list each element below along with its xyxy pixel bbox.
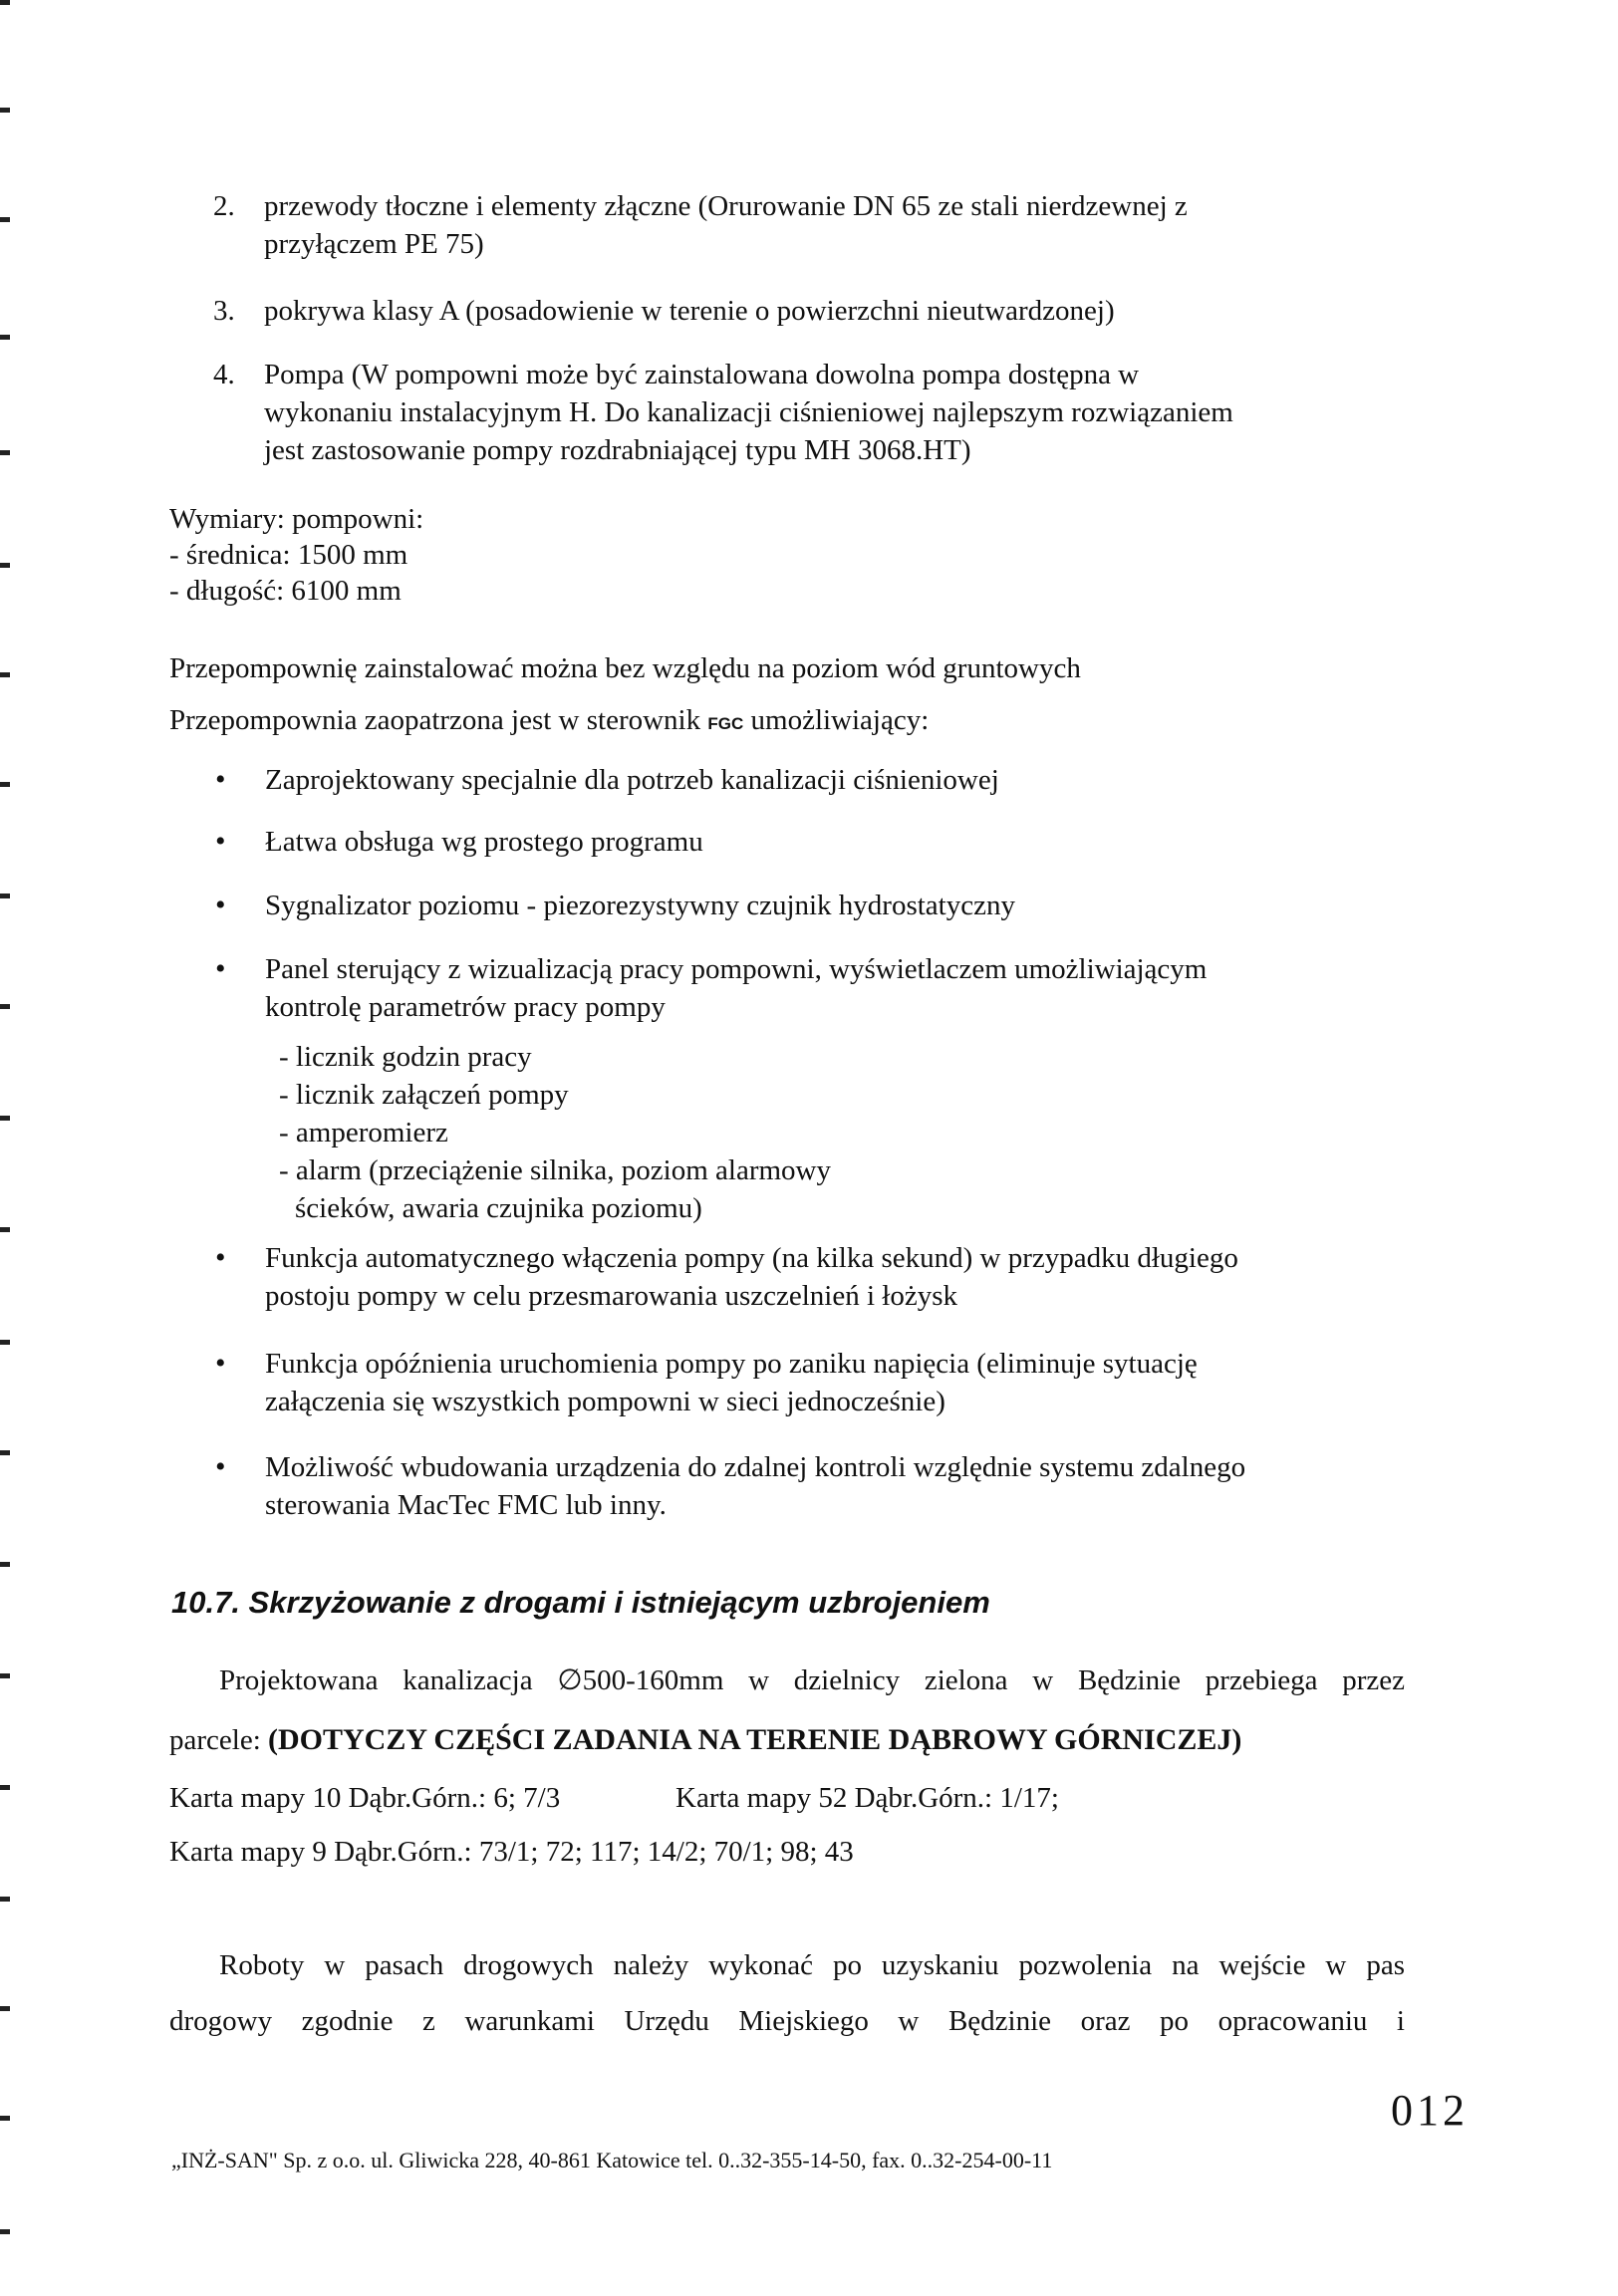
paragraph-text: parcele: — [169, 1724, 261, 1756]
margin-mark — [0, 0, 10, 5]
margin-mark — [0, 782, 10, 787]
list-item-text: przyłączem PE 75) — [264, 228, 484, 260]
margin-mark — [0, 1562, 10, 1567]
intro-text: umożliwiający: — [750, 704, 930, 736]
parcel-line: Karta mapy 9 Dąbr.Górn.: 73/1; 72; 117; 14/2; 70/1; 98; 43 — [169, 1836, 854, 1868]
list-item: Zaprojektowany specjalnie dla potrzeb kanalizacji ciśnieniowej — [265, 764, 999, 796]
dimension-length: - długość: 6100 mm — [169, 575, 402, 607]
margin-mark — [0, 672, 10, 677]
list-item-text: Pompa (W pompowni może być zainstalowana dowolna pompa dostępna w — [264, 359, 1140, 390]
margin-mark — [0, 1004, 10, 1009]
margin-mark — [0, 217, 10, 222]
sub-list-item: - alarm (przeciążenie silnika, poziom alarmowy — [279, 1154, 831, 1186]
list-item-text: jest zastosowanie pompy rozdrabniającej typu MH 3068.HT) — [264, 434, 971, 466]
margin-mark — [0, 563, 10, 568]
margin-mark — [0, 1340, 10, 1345]
footer-text: „INŻ-SAN" Sp. z o.o. ul. Gliwicka 228, 40-861 Katowice tel. 0..32-355-14-50, fax. 0..32-254-00-11 — [171, 2148, 1053, 2172]
parcel-line: Karta mapy 52 Dąbr.Górn.: 1/17; — [675, 1782, 1059, 1814]
list-number: 2. — [213, 190, 235, 222]
page-number: 012 — [1391, 2086, 1469, 2135]
list-item-text: pokrywa klasy A (posadowienie w terenie o powierzchni nieutwardzonej) — [264, 295, 1115, 327]
list-number: 3. — [213, 295, 235, 327]
bullet-icon: • — [215, 889, 226, 921]
margin-mark — [0, 335, 10, 340]
margin-mark — [0, 2229, 10, 2234]
margin-mark — [0, 1785, 10, 1790]
dimension-diameter: - średnica: 1500 mm — [169, 539, 408, 571]
bullet-icon: • — [215, 763, 226, 796]
margin-mark — [0, 2006, 10, 2011]
list-item: załączenia się wszystkich pompowni w sieci jednocześnie) — [265, 1386, 945, 1417]
intro-line: Przepompownię zainstalować można bez względu na poziom wód gruntowych — [169, 652, 1081, 684]
bullet-icon: • — [215, 952, 226, 985]
list-item: Łatwa obsługa wg prostego programu — [265, 826, 703, 858]
sub-list-item: ścieków, awaria czujnika poziomu) — [295, 1192, 702, 1224]
list-item: postoju pompy w celu przesmarowania uszczelnień i łożysk — [265, 1280, 957, 1312]
controller-name: FGC — [707, 714, 744, 733]
margin-mark — [0, 108, 10, 113]
parcel-line: Karta mapy 10 Dąbr.Górn.: 6; 7/3 — [169, 1782, 561, 1814]
margin-mark — [0, 1450, 10, 1455]
sub-list-item: - amperomierz — [279, 1117, 448, 1148]
list-item: Sygnalizator poziomu - piezorezystywny czujnik hydrostatyczny — [265, 890, 1015, 921]
margin-mark — [0, 450, 10, 455]
list-number: 4. — [213, 359, 235, 390]
list-item: sterowania MacTec FMC lub inny. — [265, 1489, 667, 1521]
list-item: Funkcja opóźnienia uruchomienia pompy po zaniku napięcia (eliminuje sytuację — [265, 1348, 1198, 1380]
paragraph-line: drogowy zgodnie z warunkami Urzędu Miejskiego w Będzinie oraz po opracowaniu i — [169, 2005, 1405, 2037]
intro-controller-line — [169, 701, 929, 743]
list-item: kontrolę parametrów pracy pompy — [265, 991, 666, 1023]
list-item: Panel sterujący z wizualizacją pracy pompowni, wyświetlaczem umożliwiającym — [265, 953, 1208, 985]
margin-mark — [0, 893, 10, 898]
section-heading: 10.7. Skrzyżowanie z drogami i istniejącym uzbrojeniem — [171, 1585, 990, 1620]
list-item-text: przewody tłoczne i elementy złączne (Orurowanie DN 65 ze stali nierdzewnej z — [264, 190, 1188, 222]
margin-mark — [0, 2116, 10, 2121]
bullet-icon: • — [215, 825, 226, 858]
bullet-icon: • — [215, 1347, 226, 1380]
margin-mark — [0, 1673, 10, 1678]
margin-mark — [0, 1227, 10, 1232]
margin-mark — [0, 1897, 10, 1902]
emphasis-text: (DOTYCZY CZĘŚCI ZADANIA NA TERENIE DĄBROWY GÓRNICZEJ) — [268, 1723, 1242, 1756]
sub-list-item: - licznik załączeń pompy — [279, 1079, 569, 1111]
intro-text: Przepompownia zaopatrzona jest w sterownik — [169, 704, 701, 736]
list-item: Funkcja automatycznego włączenia pompy (na kilka sekund) w przypadku długiego — [265, 1242, 1238, 1274]
paragraph-line — [169, 1721, 1241, 1759]
list-item: Możliwość wbudowania urządzenia do zdalnej kontroli względnie systemu zdalnego — [265, 1451, 1246, 1483]
paragraph-line: Projektowana kanalizacja ∅500-160mm w dzielnicy zielona w Będzinie przebiega przez — [219, 1664, 1405, 1696]
sub-list-item: - licznik godzin pracy — [279, 1041, 532, 1073]
bullet-icon: • — [215, 1450, 226, 1483]
bullet-icon: • — [215, 1241, 226, 1274]
paragraph-line: Roboty w pasach drogowych należy wykonać po uzyskaniu pozwolenia na wejście w pas — [219, 1949, 1405, 1981]
margin-mark — [0, 1116, 10, 1121]
list-item-text: wykonaniu instalacyjnym H. Do kanalizacji ciśnieniowej najlepszym rozwiązaniem — [264, 396, 1233, 428]
dimensions-label: Wymiary: pompowni: — [169, 503, 424, 535]
